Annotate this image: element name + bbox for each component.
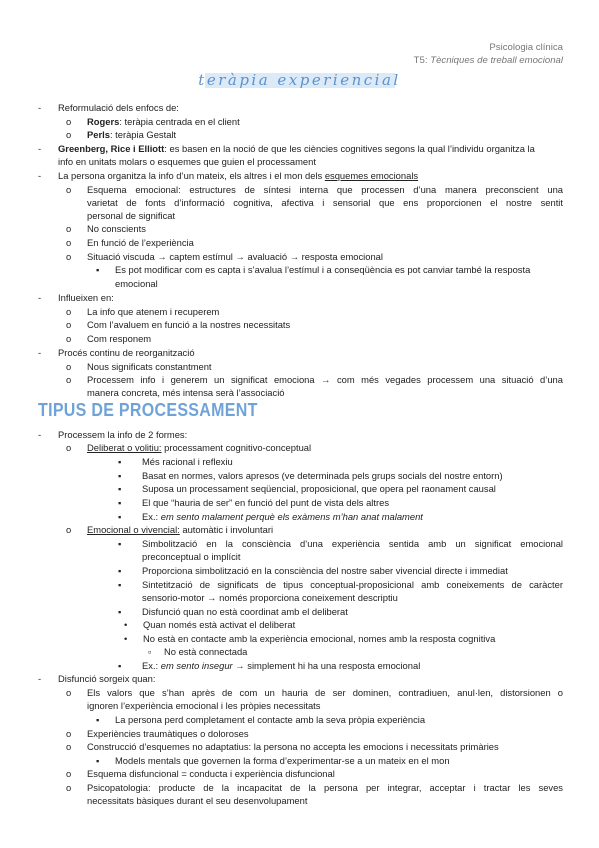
list-item: Esquema disfuncional = conducta i experiència disfuncional [87,768,335,779]
item-text: Ex.: [142,660,161,671]
bullet-dot: • [124,619,128,630]
bullet-circle: o [66,741,72,752]
list-item: Suposa un processament seqüencial, proposicional, que opera pel raonament causal [142,483,496,494]
title-block [0,68,599,94]
section-heading: TIPUS DE PROCESSAMENT [38,401,258,421]
list-item: En funció de l’experiència [87,237,194,248]
list-item-continued: ignoren l’experiència emocional i les pròpies necessitats [87,700,321,711]
bullet-square: ▪ [96,714,100,725]
header-topic-title: Tècniques de treball emocional [430,55,563,66]
bullet-small-square: ▫ [148,646,152,657]
list-item: Construcció d’esquemes no adaptatius: la persona no accepta les emocions i necessitats primàries [87,741,499,752]
item-text: : teràpia centrada en el client [119,116,240,127]
bullet-square: ▪ [118,497,122,508]
list-item: Nous significats constantment [87,361,212,372]
bullet-circle: o [66,782,72,793]
bullet-dot: • [124,633,128,644]
item-text: processament cognitivo-conceptual [161,442,312,453]
list-item-continued: personal de significat [87,210,176,221]
list-item: La persona perd completament el contacte amb la seva pròpia experiència [115,714,426,725]
bullet-circle: o [66,251,72,262]
bullet-circle: o [66,524,72,535]
list-item: Models mentals que governen la forma d’experimentar-se a un mateix en el mon [115,755,450,766]
list-item-continued: manera concreta, més intensa serà l’associació [87,387,285,398]
list-item-continued: info en unitats molars o esquemes que guien el processament [58,156,316,167]
bullet-circle: o [66,306,72,317]
list-item-continued: varietat de fonts d’informació cognitiva, afectiva i sensorial que ens proporcionen el nostre sentit [87,197,563,208]
list-item [87,524,273,536]
bold-term: Perls [87,129,110,140]
list-item [87,116,240,128]
bullet-circle: o [66,129,72,140]
item-text: Ex.: [142,511,161,522]
bullet-square: ▪ [96,755,100,766]
bullet-circle: o [66,184,72,195]
bullet-square: ▪ [118,483,122,494]
bullet-circle: o [66,768,72,779]
bullet-square: ▪ [118,470,122,481]
bullet-dash: - [38,429,42,440]
list-item: Quan només està activat el deliberat [143,619,296,630]
example-text: em sento malament perquè els exàmens m’han anat malament [160,511,423,522]
list-item-continued: preconceptual o implícit [142,551,241,562]
item-text: → simplement hi ha una resposta emocional [232,660,421,671]
item-text: automàtic i involuntari [179,524,274,535]
bullet-circle: o [66,442,72,453]
list-item: El que “hauria de ser” en funció del punt de vista dels altres [142,497,390,508]
list-item: Esquema emocional: estructures de síntesi interna que processen d’una manera preconscient una [87,184,563,195]
bullet-square: ▪ [118,579,122,590]
bullet-square: ▪ [96,264,100,275]
list-item: Disfunció sorgeix quan: [58,673,156,684]
list-item: Processem la info de 2 formes: [58,429,188,440]
list-item-continued: sensorio-motor → només proporciona coneixement descriptiu [142,592,398,603]
underlined-term: Deliberat o volitiu: [87,442,162,453]
list-item: Es pot modificar com es capta i s’avalua l’estímul i a conseqüència es pot canviar també la resposta [115,264,531,275]
item-text: La persona organitza la info d’un mateix, els altres i el mon dels [58,170,325,181]
bullet-circle: o [66,374,72,385]
list-item: Sintetització de significats de tipus conceptual-proposicional amb coneixements de caràcter [142,579,563,590]
list-item-continued: emocional [115,278,158,289]
header-subject: Psicologia clínica [489,42,563,53]
underlined-term: Emocional o vivencial: [87,524,180,535]
list-item: Proporciona simbolització en la consciència del nostre saber vivencial directe i immediat [142,565,508,576]
example-text: em sento insegur [160,660,233,671]
bullet-square: ▪ [118,511,122,522]
bullet-circle: o [66,333,72,344]
list-item [142,660,420,672]
bullet-dash: - [38,170,42,181]
list-item: Com responem [87,333,152,344]
header-topic [414,54,563,67]
page-title: teràpia experiencial [198,71,401,89]
list-item: Influeixen en: [58,292,114,303]
bullet-square: ▪ [118,456,122,467]
list-item: Procés continu de reorganització [58,347,195,358]
bullet-circle: o [66,361,72,372]
list-item [87,129,176,141]
bullet-circle: o [66,687,72,698]
list-item: No està en contacte amb la experiència emocional, nomes amb la resposta cognitiva [143,633,496,644]
bullet-circle: o [66,237,72,248]
list-item [58,143,535,155]
bullet-square: ▪ [118,565,122,576]
underlined-term: esquemes emocionals [324,170,419,181]
bullet-dash: - [38,292,42,303]
bold-term: Rogers [87,116,120,127]
bullet-square: ▪ [118,660,122,671]
list-item: Psicopatologia: producte de la incapacitat de la persona per integrar, acceptar i tractar les seves [87,782,563,793]
list-item: Més racional i reflexiu [142,456,233,467]
bullet-square: ▪ [118,538,122,549]
bullet-circle: o [66,728,72,739]
list-item: La info que atenem i recuperem [87,306,220,317]
list-item [142,511,423,523]
bullet-dash: - [38,673,42,684]
list-item: No conscients [87,223,146,234]
list-item: No està connectada [164,646,248,657]
header-topic-prefix: T5: [413,55,431,66]
bullet-dash: - [38,347,42,358]
bullet-square: ▪ [118,606,122,617]
list-item [87,442,311,454]
list-item: Basat en normes, valors apresos (ve determinada pels grups socials del nostre entorn) [142,470,503,481]
list-item: Els valors que s’han après de com un hauria de ser dominen, contradiuen, anul·len, distorsionen o [87,687,563,698]
list-item-continued: necessitats bàsiques durant el seu desenvolupament [87,795,308,806]
item-text: : teràpia Gestalt [109,129,177,140]
list-item: Processem info i generem un significat emociona → com més vegades processem una situació d’una [87,374,563,385]
list-item: Disfunció quan no està coordinat amb el deliberat [142,606,348,617]
list-item: Situació viscuda → captem estímul → avaluació → resposta emocional [87,251,383,262]
item-text: : es basen en la noció de que les ciències cognitives segons la qual l’individu organitza la [164,143,535,154]
list-item: Reformulació dels enfocs de: [58,102,179,113]
bullet-circle: o [66,116,72,127]
bullet-dash: - [38,102,42,113]
list-item: Experiències traumàtiques o doloroses [87,728,249,739]
list-item: Com l’avaluem en funció a la nostres necessitats [87,319,291,330]
bold-term: Greenberg, Rice i Elliott [58,143,165,154]
bullet-circle: o [66,223,72,234]
list-item: Simbolització en la consciència d’una experiència sentida amb un significat emocional [142,538,563,549]
bullet-dash: - [38,143,42,154]
bullet-circle: o [66,319,72,330]
list-item [58,170,418,182]
